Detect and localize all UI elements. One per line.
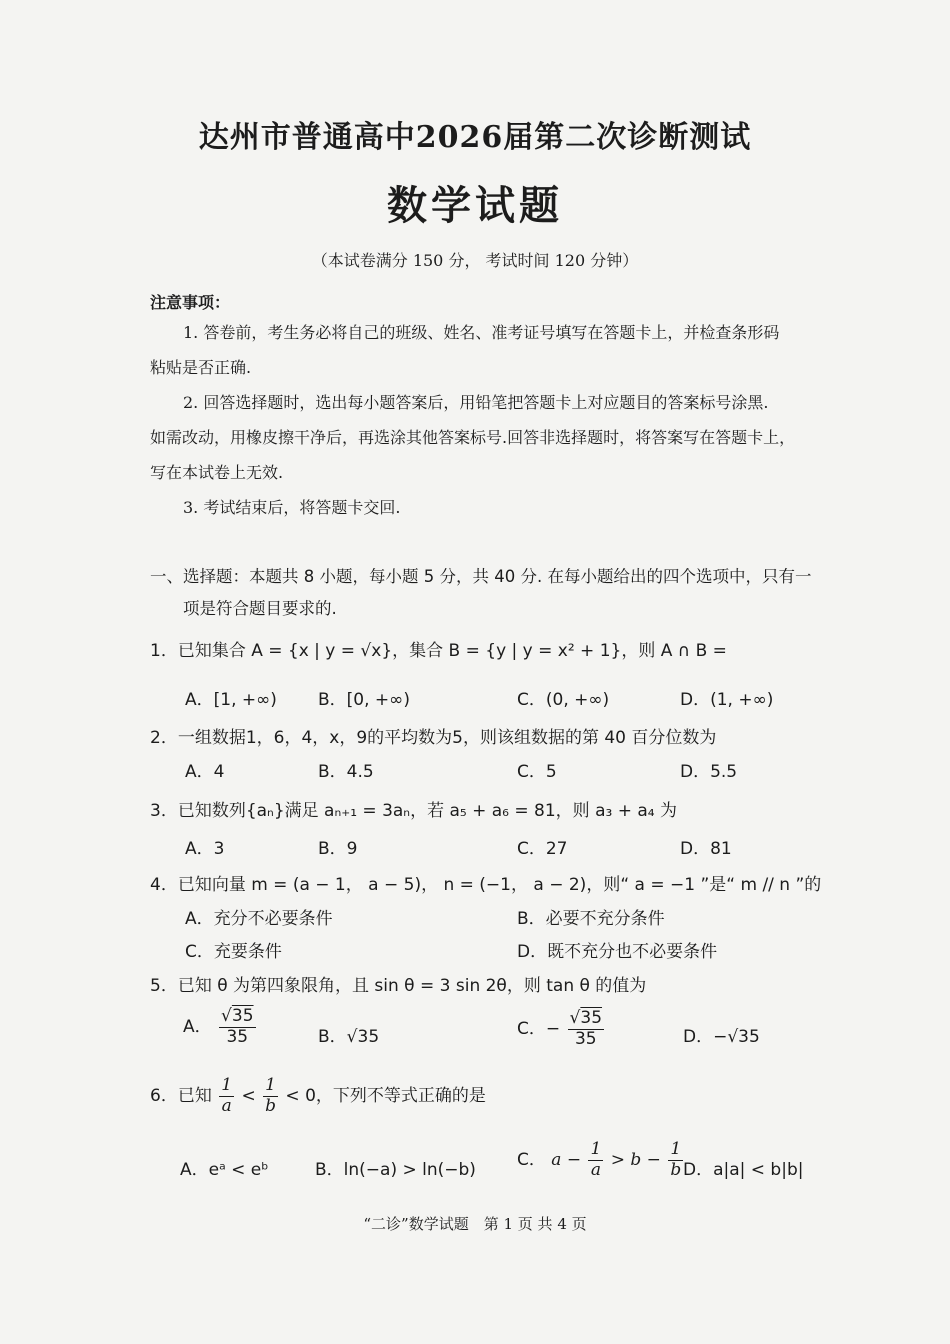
q2-option-b: B．4.5 bbox=[318, 762, 374, 782]
q6-c-a-minus: a − bbox=[551, 1150, 582, 1171]
q6-c-frac-b-num: 1 bbox=[670, 1139, 682, 1159]
q5-c-denominator: 35 bbox=[574, 1028, 597, 1049]
q5-stem: 5．已知 θ 为第四象限角，且 sin θ = 3 sin 2θ，则 tan θ 的值为 bbox=[150, 976, 647, 996]
q6-c-frac-a-num: 1 bbox=[590, 1139, 602, 1159]
q3-stem: 3．已知数列{aₙ}满足 aₙ₊₁ = 3aₙ，若 a₅ + a₆ = 81，则 a₃ + a₄ 为 bbox=[150, 801, 678, 821]
q6-stem bbox=[150, 1076, 486, 1116]
q6-frac-b-num: 1 bbox=[265, 1075, 276, 1095]
page-footer: “二诊”数学试题 第 1 页 共 4 页 bbox=[363, 1215, 587, 1233]
note-1-line-2: 粘贴是否正确. bbox=[150, 358, 252, 377]
q6-c-frac-b bbox=[668, 1140, 683, 1180]
section-heading-line-2: 项是符合题目要求的. bbox=[183, 599, 337, 618]
q4-option-b: B．必要不充分条件 bbox=[517, 909, 665, 929]
q5-option-c bbox=[517, 1009, 606, 1049]
q5-a-radicand: 35 bbox=[231, 1006, 254, 1026]
q2-stem: 2．一组数据1，6，4，x，9的平均数为5，则该组数据的第 40 百分位数为 bbox=[150, 728, 717, 748]
q3-option-d: D．81 bbox=[680, 839, 732, 859]
note-3: 3. 考试结束后，将答题卡交回. bbox=[183, 498, 401, 517]
q5-a-denominator: 35 bbox=[226, 1026, 249, 1047]
q6-c-frac-a bbox=[588, 1140, 603, 1180]
q6-lt: < bbox=[241, 1086, 256, 1107]
q5-c-minus: − bbox=[545, 1019, 561, 1040]
subject-title: 数学试题 bbox=[387, 182, 563, 229]
q1-option-c: C．(0, +∞) bbox=[517, 690, 610, 710]
q5-c-radicand: 35 bbox=[580, 1008, 603, 1028]
q5-c-label: C． bbox=[517, 1019, 546, 1040]
q6-option-c bbox=[517, 1140, 685, 1180]
note-2-line-3: 写在本试卷上无效. bbox=[150, 463, 284, 482]
exam-info: （本试卷满分 150 分， 考试时间 120 分钟） bbox=[311, 251, 639, 270]
q1-stem: 1．已知集合 A = {x | y = √x}，集合 B = {y | y = x² + 1}，则 A ∩ B = bbox=[150, 641, 727, 661]
q6-c-frac-a-den: a bbox=[590, 1159, 601, 1180]
q2-option-a: A．4 bbox=[185, 762, 225, 782]
q5-a-fraction: $\frac{√35}{35}$ bbox=[221, 1006, 254, 1047]
q6-frac-a-den: a bbox=[221, 1095, 232, 1116]
section-heading-line-1: 一、选择题：本题共 8 小题，每小题 5 分，共 40 分. 在每小题给出的四个选项中，只有一 bbox=[150, 567, 812, 586]
q6-option-b: B．ln(−a) > ln(−b) bbox=[315, 1160, 476, 1180]
q5-d-label: D． bbox=[683, 1027, 714, 1047]
q6-stem-prefix: 6．已知 bbox=[150, 1086, 212, 1107]
q1-option-a: A．[1, +∞) bbox=[185, 690, 277, 710]
q6-option-a: A．eᵃ < eᵇ bbox=[180, 1160, 269, 1180]
q6-c-label: C． bbox=[517, 1150, 546, 1171]
q5-b-value: √35 bbox=[346, 1027, 380, 1047]
note-2-line-2: 如需改动，用橡皮擦干净后，再选涂其他答案标号.回答非选择题时，将答案写在答题卡上， bbox=[150, 428, 796, 447]
note-2-line-1: 2. 回答选择题时，选出每小题答案后，用铅笔把答题卡上对应题目的答案标号涂黑. bbox=[183, 393, 769, 412]
q5-d-value: −√35 bbox=[713, 1027, 760, 1047]
q4-stem: 4．已知向量 m = (a − 1， a − 5)， n = (−1， a − 2)，则“ a = −1 ”是“ m // n ”的 bbox=[150, 875, 822, 895]
q3-option-c: C．27 bbox=[517, 839, 568, 859]
q5-option-d bbox=[683, 1022, 760, 1047]
exam-title: 达州市普通高中2026届第二次诊断测试 bbox=[198, 120, 752, 155]
q3-option-a: A．3 bbox=[185, 839, 225, 859]
q1-option-b: B．[0, +∞) bbox=[318, 690, 410, 710]
q2-option-d: D．5.5 bbox=[680, 762, 738, 782]
q4-option-a: A．充分不必要条件 bbox=[185, 909, 333, 929]
q6-frac-a-num: 1 bbox=[221, 1075, 233, 1095]
q6-option-d: D．a|a| < b|b| bbox=[683, 1160, 804, 1180]
q5-b-label: B． bbox=[318, 1027, 347, 1047]
q6-stem-suffix: ，下列不等式正确的是 bbox=[315, 1086, 486, 1107]
q4-option-c: C．充要条件 bbox=[185, 942, 282, 962]
q6-lt-zero: < 0 bbox=[285, 1086, 316, 1107]
q4-option-d: D．既不充分也不必要条件 bbox=[517, 942, 718, 962]
q6-frac-1-over-a bbox=[219, 1076, 234, 1116]
q5-a-label: A． bbox=[183, 1017, 212, 1038]
q5-c-fraction: $\frac{√35}{35}$ bbox=[569, 1008, 603, 1049]
q6-c-frac-b-den: b bbox=[670, 1159, 682, 1180]
q1-option-d: D．(1, +∞) bbox=[680, 690, 774, 710]
q3-option-b: B．9 bbox=[318, 839, 358, 859]
q2-option-c: C．5 bbox=[517, 762, 557, 782]
note-1-line-1: 1. 答卷前，考生务必将自己的班级、姓名、准考证号填写在答题卡上，并检查条形码 bbox=[183, 323, 780, 342]
q5-option-b bbox=[318, 1022, 379, 1047]
q6-frac-b-den: b bbox=[265, 1095, 277, 1116]
q6-c-gt-b-minus: > b − bbox=[610, 1150, 661, 1171]
q5-option-a bbox=[183, 1007, 258, 1047]
notes-heading: 注意事项： bbox=[150, 293, 231, 312]
q6-frac-1-over-b bbox=[263, 1076, 278, 1116]
